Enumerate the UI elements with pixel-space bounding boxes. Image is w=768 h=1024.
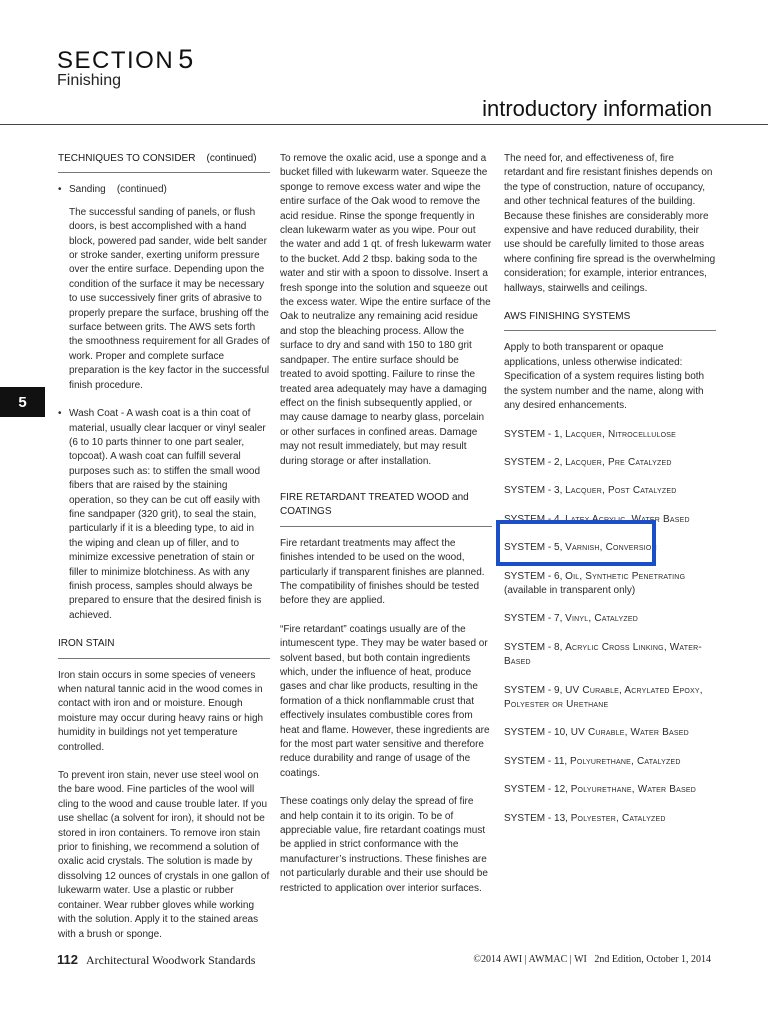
iron-stain-paragraph-1: Iron stain occurs in some species of veneers when natural tannic acid in the wood comes in contact with iron and or moisture. Enough moisture may occur during heavy rains or high humidity in buildings not yet temperature controlled. xyxy=(58,669,264,753)
aws-systems-text: Apply to both transparent or opaque applications, unless otherwise indicated: Specification of a system requires listing both the system number and the name, along with any desired enhancements. xyxy=(504,342,705,412)
fire-retardant-intro: The need for, and effectiveness of, fire retardant and fire resistant finishes depends on the type of construction, nature of occupancy, and other technical features of the building. Because these finishes are considerably more expensive and have reduced durability, their use should be carefully limited to those areas where confining fire spread is the overwhelming consideration; for example, interior entrances, hallways, stairwells and ceilings. xyxy=(504,153,716,294)
iron-stain-heading: IRON STAIN xyxy=(58,637,270,658)
footer-left xyxy=(57,952,255,968)
system-item: SYSTEM - 3, Lacquer, Post Catalyzed xyxy=(504,485,677,497)
sanding-text: The successful sanding of panels, or flush doors, is best accomplished with a hand block, powered pad sander, wide belt sander or stroke sander, exerting uniform pressure over the entire surface. Depending upon the condition of the surface it may be necessary to use successively finer grits of abrasive to properly prepare the surface, brushing off the surface between grits. The AWS sets forth the smoothness requirement for all Grades of work. Proper and complete surface preparation is the key factor in the successful finish procedure. xyxy=(69,206,270,391)
system-item: SYSTEM - 6, Oil, Synthetic Penetrating (available in transparent only) xyxy=(504,570,686,596)
column-middle xyxy=(280,152,492,910)
system-item: SYSTEM - 11, Polyurethane, Catalyzed xyxy=(504,755,681,767)
system-item: SYSTEM - 9, UV Curable, Acrylated Epoxy, Polyester or Urethane xyxy=(504,684,703,710)
fire-retardant-paragraph-3: These coatings only delay the spread of fire and help contain it to its origin. To be of appreciable value, fire retardant coatings must be applied in strict conformance with the manufacturer’s instructions. These finishes are not particularly durable and their use should be restricted to application over interior surfaces. xyxy=(280,796,488,894)
column-left xyxy=(58,152,270,956)
section-subtitle: Finishing xyxy=(57,72,122,89)
washcoat-bullet xyxy=(58,407,270,623)
fire-retardant-heading: FIRE RETARDANT TREATED WOOD and COATINGS xyxy=(280,491,492,527)
header-rule xyxy=(0,124,768,125)
page-heading: introductory information xyxy=(482,96,712,121)
section-title xyxy=(57,44,195,75)
techniques-heading: TECHNIQUES TO CONSIDER (continued) xyxy=(58,152,270,173)
system-item-selected[interactable]: SYSTEM - 5, Varnish, Conversion xyxy=(504,542,657,554)
system-item: SYSTEM - 8, Acrylic Cross Linking, Water-Based xyxy=(504,641,702,668)
section-tab[interactable]: 5 xyxy=(0,387,45,417)
sanding-title: Sanding (continued) xyxy=(69,184,167,196)
systems-list xyxy=(504,428,716,827)
system-item: SYSTEM - 4, Latex Acrylic, Water Based xyxy=(504,513,690,525)
aws-systems-heading: AWS FINISHING SYSTEMS xyxy=(504,310,716,331)
system-item: SYSTEM - 13, Polyester, Catalyzed xyxy=(504,812,666,824)
selection-highlight-box xyxy=(496,520,656,566)
oxalic-acid-paragraph: To remove the oxalic acid, use a sponge and a bucket filled with lukewarm water. Squeeze the sponge to remove excess water and wipe the entire surface of the Oak wood to remove the acid residue. Rinse the sponge frequently in clean lukewarm water as you wipe. Pour out the water and add 1 qt. of fresh lukewarm water to the bucket. Add 2 tbsp. baking soda to the water and stir with a spoon to dissolve. Insert a fresh sponge into the solution and squeeze out the excess water. Wipe the entire surface of the Oak to neutralize any remaining acid residue and stop the bleaching process. Allow the surface to dry and sand with 150 to 180 grit sandpaper. The entire surface should be treated to avoid spotting. Failure to rinse the treated area adequately may have a damaging effect on the finish subsequently applied, or may cause damage to nearby glass, porcelain or other surfaces in confined areas. Damage may not result immediately, but may result during storage or after installation. xyxy=(280,153,492,467)
bullet-icon: • xyxy=(58,184,62,196)
footer-copyright: ©2014 AWI | AWMAC | WI 2nd Edition, October 1, 2014 xyxy=(473,954,711,965)
washcoat-text: Wash Coat - A wash coat is a thin coat of material, usually clear lacquer or vinyl sealer (6 to 10 parts thinner to one part sealer, topcoat). A wash coat can fulfill several purposes such as: to stiffen the small wood fibers that are raised by the staining operation, so they can be cut off easily with fine sandpaper (320 grit), to seal the stain, particularly if it is a bleeding type, to aid in the wiping and clean up of filler, and to minimize excessive penetration of stain or filler to minimize blotchiness. As with any finish process, samples should always be prepared to ensure that the desired finish is achieved. xyxy=(69,408,266,621)
system-item: SYSTEM - 1, Lacquer, Nitrocellulose xyxy=(504,428,676,440)
book-title: Architectural Woodwork Standards xyxy=(85,953,256,967)
section-number: 5 xyxy=(178,44,195,74)
system-item: SYSTEM - 7, Vinyl, Catalyzed xyxy=(504,613,638,625)
page-number: 112 xyxy=(57,952,78,967)
bullet-icon: • xyxy=(58,408,62,420)
sanding-bullet xyxy=(58,183,270,197)
system-item: SYSTEM - 2, Lacquer, Pre Catalyzed xyxy=(504,456,672,468)
system-item: SYSTEM - 10, UV Curable, Water Based xyxy=(504,727,689,739)
column-right xyxy=(504,152,716,840)
section-word: SECTION xyxy=(57,47,175,74)
fire-retardant-paragraph-2: “Fire retardant” coatings usually are of the intumescent type. They may be water based or solvent based, but both contain ingredients which, under the influence of heat, produce gases and char like products, resulting in the formation of a thick nonflammable crust that effectively insulates combustible cores from heat and flame. However, these ingredients are for the most part water sensitive and therefore reduce durability and range of usage of the coatings. xyxy=(280,623,490,779)
fire-retardant-paragraph-1: Fire retardant treatments may affect the finishes intended to be used on the wood, particularly if transparent finishes are planned. The compatibility of finishes should be tested before they are applied. xyxy=(280,537,485,607)
system-item: SYSTEM - 12, Polyurethane, Water Based xyxy=(504,784,697,796)
iron-stain-paragraph-2: To prevent iron stain, never use steel wool on the bare wood. Fine particles of the wool will cling to the wood and cause trouble later. If you use shellac (a solvent for iron), it should not be stored in iron containers. To remove iron stain prior to finishing, we recommend a solution of oxalic acid crystals. The solution is made by dissolving 12 ounces of crystals in one gallon of lukewarm water. Use a plastic or rubber container. Wear rubber gloves while working with the solution. Apply it to the stained areas with a brush or sponge. xyxy=(58,770,270,940)
